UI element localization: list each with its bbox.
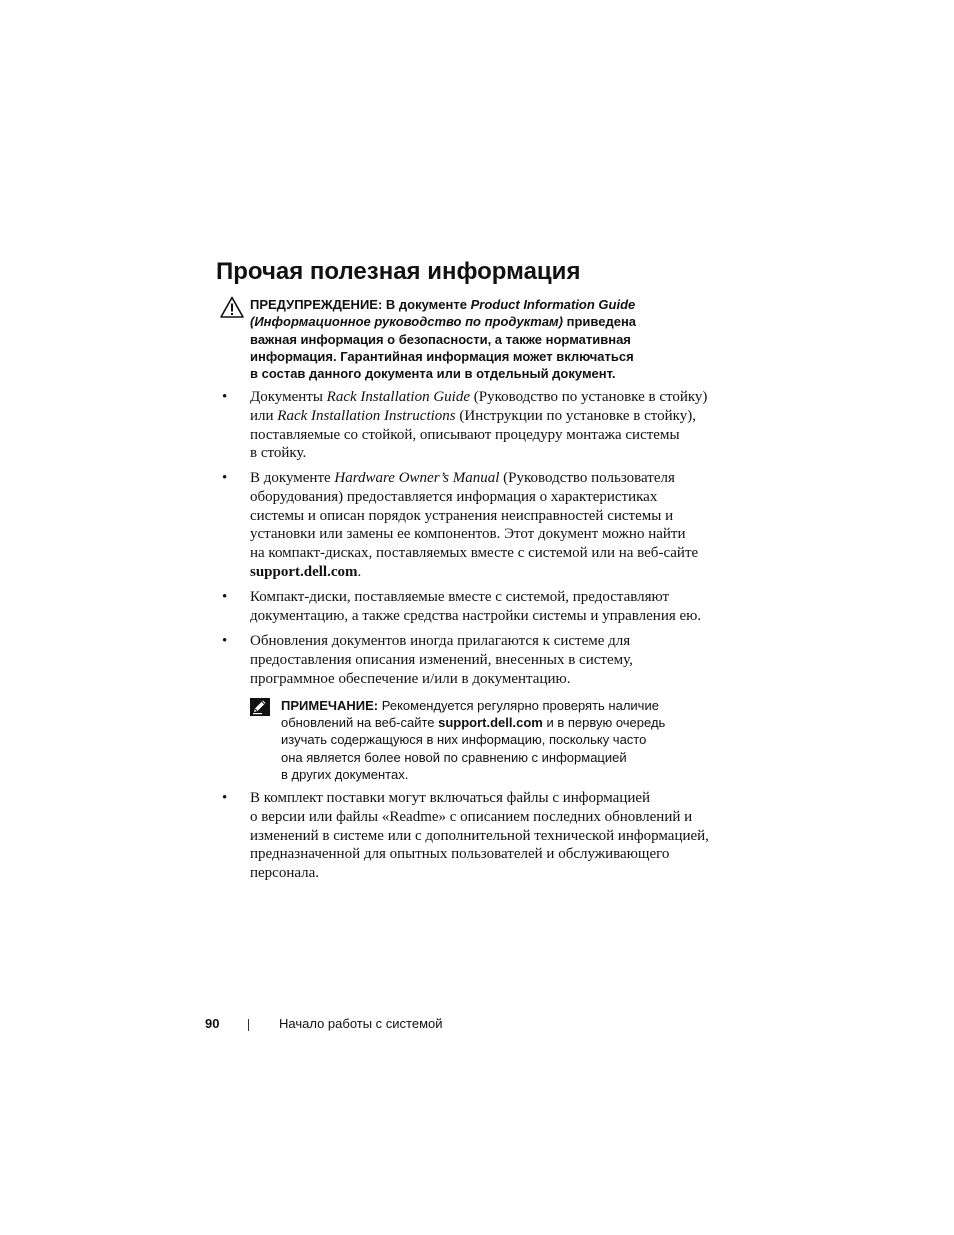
product-information-guide-title: Product Information Guide [470,297,636,312]
note-text: ПРИМЕЧАНИЕ: Рекомендуется регулярно проверять наличие обновлений на веб-сайте support.dell.com и в первую очередь изучать содержащуюся в них информацию, поскольку часто она является более новой по сравнению с информацией в других документах. [281,698,666,782]
note-pencil-icon [250,698,270,716]
note-support-link: support.dell.com [438,715,543,731]
note-label: ПРИМЕЧАНИЕ: [281,698,379,713]
footer-section-title: Начало работы с системой [279,1016,443,1031]
bullet: • [222,633,228,649]
bullet: • [222,790,228,806]
page-title: Прочая полезная информация [216,258,581,285]
support-link: support.dell.com [250,563,358,580]
bullet: • [222,470,228,486]
warning-label: ПРЕДУПРЕЖДЕНИЕ: [250,297,383,312]
warning-text: ПРЕДУПРЕЖДЕНИЕ: В документе Product Information Guide (Информационное руководство по продуктам) приведена важная информация о безопасности, а также нормативная информация. Гарантийная информация может включаться в состав данного документа или в отдельный документ. [250,297,637,382]
bullet: • [222,389,228,405]
page-number: 90 [205,1016,220,1031]
bullet: • [222,589,228,605]
warning-triangle-icon [220,296,244,318]
footer-divider [248,1019,249,1031]
